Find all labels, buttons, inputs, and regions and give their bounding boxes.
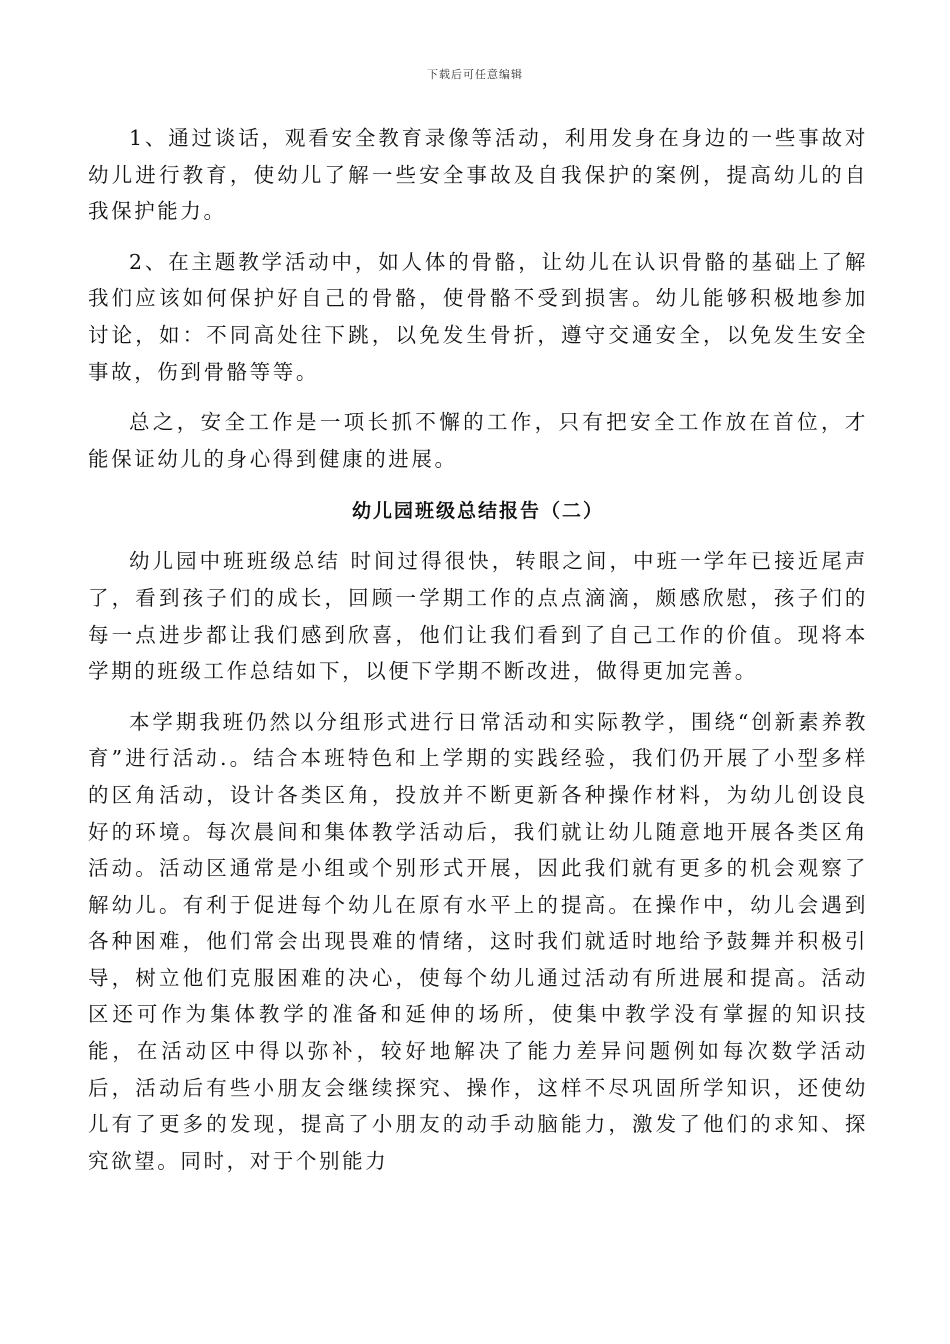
section-gap — [88, 477, 868, 493]
paragraph-safety-conclusion: 总之，安全工作是一项长抓不懈的工作，只有把安全工作放在首位，才能保证幼儿的身心得到健康的进展。 — [88, 410, 868, 471]
paragraph-gap — [88, 390, 868, 404]
paragraph-summary-intro: 幼儿园中班班级总结 时间过得很快，转眼之间，中班一学年已接近尾声了，看到孩子们的成长，回顾一学期工作的点点滴滴，颇感欣慰，孩子们的每一点进步都让我们感到欣喜，他们让我们看到了自己工作的价值。现将本学期的班级工作总结如下，以便下学期不断改进，做得更加完善。 — [88, 549, 868, 684]
paragraph-summary-body: 本学期我班仍然以分组形式进行日常活动和实际教学，围绕“创新素养教育”进行活动.。结合本班特色和上学期的实践经验，我们仍开展了小型多样的区角活动，设计各类区角，投放并不断更新各种操作材料，为幼儿创设良好的环境。每次晨间和集体教学活动后，我们就让幼儿随意地开展各类区角活动。活动区通常是小组或个别形式开展，因此我们就有更多的机会观察了解幼儿。有利于促进每个幼儿在原有水平上的提高。在操作中，幼儿会遇到各种困难，他们常会出现畏难的情绪，这时我们就适时地给予鼓舞并积极引导，树立他们克服困难的决心，使每个幼儿通过活动有所进展和提高。活动区还可作为集体教学的准备和延伸的场所，使集中教学没有掌握的知识技能，在活动区中得以弥补，较好地解决了能力差异问题例如每次数学活动后，活动后有些小朋友会继续探究、操作，这样不尽巩固所学知识，还使幼儿有了更多的发现，提高了小朋友的动手动脑能力，激发了他们的求知、探究欲望。同时，对于个别能力 — [88, 709, 868, 1173]
document-body — [88, 120, 868, 1179]
paragraph-safety-2: 2、在主题教学活动中，如人体的骨骼，让幼儿在认识骨骼的基础上了解我们应该如何保护好自己的骨骼，使骨骼不受到损害。幼儿能够积极地参加讨论，如：不同高处往下跳，以免发生骨折，遵守交通安全，以免发生安全事故，伤到骨骼等等。 — [88, 249, 868, 384]
section-gap — [88, 529, 868, 543]
paragraph-gap — [88, 230, 868, 244]
page-header: 下载后可任意编辑 — [427, 68, 523, 81]
paragraph-safety-1: 1、通过谈话，观看安全教育录像等活动，利用发身在身边的一些事故对幼儿进行教育，使幼儿了解一些安全事故及自我保护的案例，提高幼儿的自我保护能力。 — [88, 126, 868, 224]
section-title: 幼儿园班级总结报告（二） — [351, 500, 604, 523]
paragraph-gap — [88, 690, 868, 704]
